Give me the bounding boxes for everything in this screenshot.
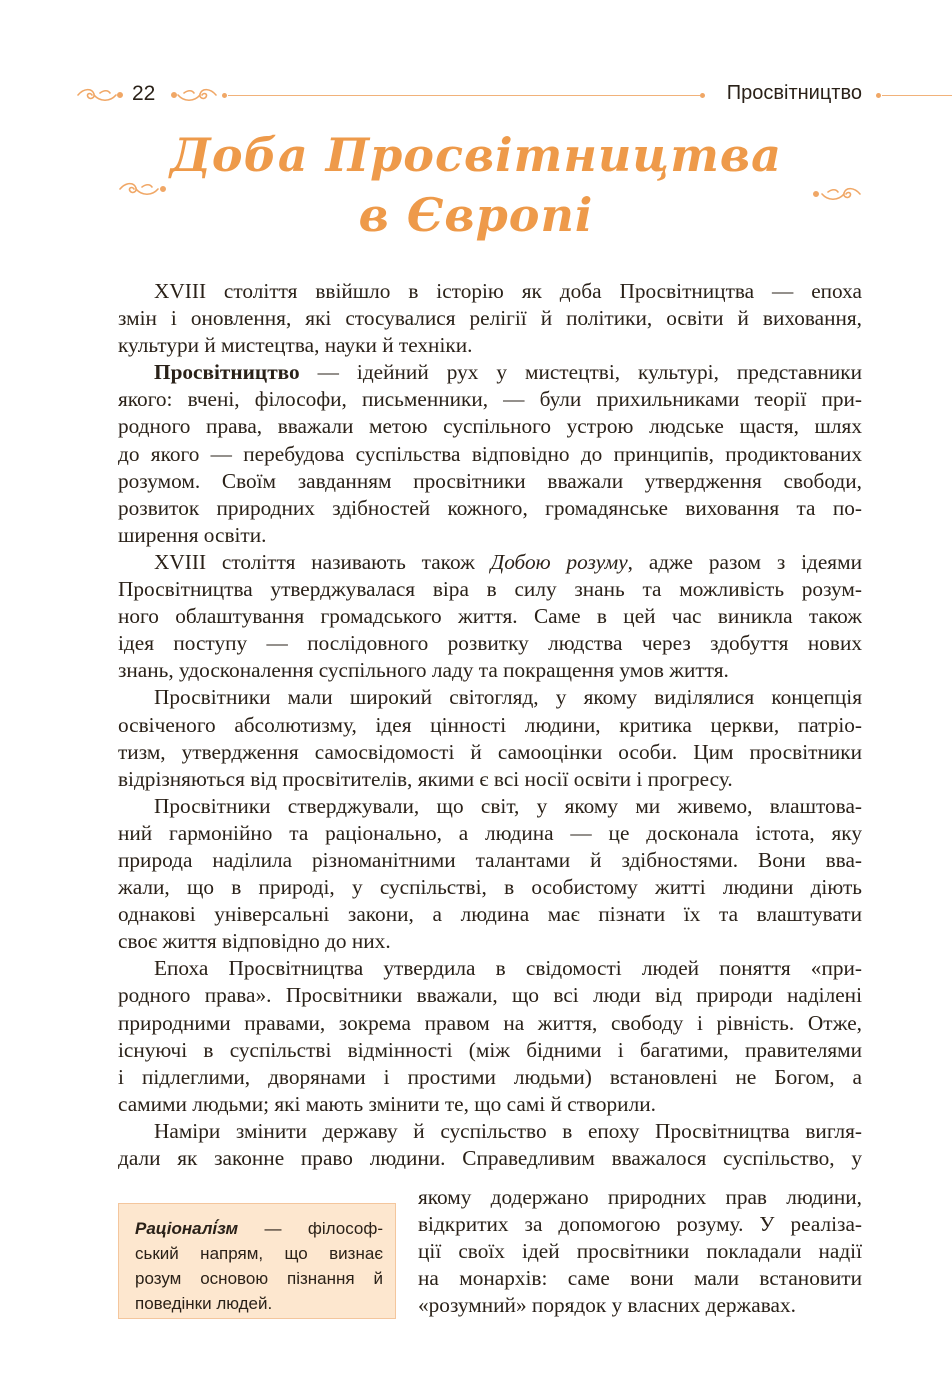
text-line: «розумний» порядок у власних державах. <box>418 1293 796 1318</box>
text-line: відкритих за допомогою розуму. У реаліза- <box>418 1212 862 1237</box>
text-line: розумом. Своїм завданням просвітники вважали утвердження свободи, <box>118 468 862 493</box>
text-line: тизм, утвердження самосвідомості й самооцінки особи. Цим просвітники <box>118 739 862 764</box>
rule-dot <box>700 93 705 98</box>
text-line: якому додержано природних прав людини, <box>418 1185 862 1209</box>
term-rationalism: Раціоналі́зм <box>135 1219 239 1238</box>
text-line: розвиток природних здібностей кожного, громадянське виховання та по- <box>118 495 862 520</box>
text-line: ідея поступу — послідовного розвитку людства через здобуття нових <box>118 631 862 656</box>
text-line: ного облаштування громадського життя. Саме в цей час виникла також <box>118 604 862 629</box>
text-line <box>118 359 862 386</box>
text-line: жали, що в природі, у суспільстві, в особистому житті людини діють <box>118 875 862 900</box>
text-line: однакові універсальні закони, а людина має пізнати їх та влаштувати <box>118 902 862 927</box>
paragraph-7 <box>118 1118 862 1172</box>
section-name: Просвітництво <box>726 82 862 104</box>
text-fragment: — філософ- <box>238 1219 383 1238</box>
paragraph-1 <box>118 278 862 359</box>
page-header <box>0 80 952 110</box>
text-line: Епоха Просвітництва утвердила в свідомості людей поняття «при- <box>154 956 862 981</box>
text-fragment: , адже разом з ідеями <box>627 549 862 574</box>
rule-dot <box>222 93 227 98</box>
text-line: Просвітники стверджували, що світ, у якому ми живемо, влаштова- <box>154 793 862 818</box>
main-text <box>118 278 862 1172</box>
text-line: на монархів: саме вони мали встановити <box>418 1266 862 1291</box>
text-line: природа наділила різноманітними талантами й здібностями. Вони вва- <box>118 847 862 872</box>
text-line: ції своїх ідей просвітники покладали надії <box>418 1239 862 1264</box>
text-line: і підлеглими, дворянами і простими людьми) встановлені не Богом, а <box>118 1064 862 1089</box>
left-flourish-icon <box>76 84 124 106</box>
title-line-1: Доба Просвітництва <box>170 128 782 182</box>
text-line: відрізняються від просвітителів, якими є всі носії освіти і прогресу. <box>118 766 733 791</box>
text-line: дали як законне право людини. Справедливим вважалося суспільство, у <box>118 1146 862 1170</box>
paragraph-5 <box>118 793 862 956</box>
text-line: ширення освіти. <box>118 522 267 547</box>
text-line: природними правами, зокрема правом на життя, свободу і рівність. Отже, <box>118 1010 862 1035</box>
term-enlightenment: Просвітництво <box>154 360 300 385</box>
text-line: освіченого абсолютизму, ідея цінності людини, критика церкви, патріо- <box>118 712 862 737</box>
definition-box <box>118 1203 396 1319</box>
text-fragment: XVIII століття називають також <box>154 549 491 574</box>
text-line: Просвітництва утверджувалася віра в силу знань та можливість розум- <box>118 577 862 602</box>
text-line: якого: вчені, філософи, письменники, — були прихильниками теорії при- <box>118 387 862 412</box>
sidebar-line <box>135 1216 383 1241</box>
paragraph-4 <box>118 684 862 792</box>
rule-dot <box>876 93 881 98</box>
text-line: знань, удосконалення суспільного ладу та покращення умов життя. <box>118 658 729 683</box>
paragraph-2 <box>118 359 862 549</box>
text-line: до якого — перебудова суспільства відповідно до принципів, продиктованих <box>118 441 862 466</box>
header-rule <box>228 95 700 96</box>
title-line-2: в Європі <box>358 188 594 242</box>
text-line: культури й мистецтва, науки й техніки. <box>118 333 473 358</box>
paragraph-7-continuation <box>418 1184 862 1319</box>
text-line: Наміри змінити державу й суспільство в епоху Просвітництва вигля- <box>154 1118 862 1143</box>
header-rule-right <box>882 95 952 96</box>
right-flourish-icon <box>170 84 218 106</box>
text-line: змін і оновлення, які стосувалися релігії й політики, освіти й виховання, <box>118 306 862 331</box>
page-number: 22 <box>132 82 156 105</box>
paragraph-3 <box>118 549 862 684</box>
text-line: своє життя відповідно до них. <box>118 929 391 954</box>
sidebar-line: ський напрям, що визнає <box>135 1244 383 1263</box>
text-line: Просвітники мали широкий світогляд, у якому виділялися концепція <box>154 685 862 710</box>
text-line: родного права, вважали метою суспільного устрою людське щастя, шлях <box>118 414 862 439</box>
text-line: XVIII століття ввійшло в історію як доба Просвітництва — епоха <box>154 279 862 303</box>
text-line <box>118 549 862 576</box>
text-fragment: — ідейний рух у мистецтві, культурі, представники <box>299 360 862 385</box>
text-line: ний гармонійно та раціонально, а людина — це досконала істота, яку <box>118 820 862 845</box>
paragraph-6 <box>118 955 862 1118</box>
sidebar-line: поведінки людей. <box>135 1294 273 1313</box>
sidebar-line: розум основою пізнання й <box>135 1269 383 1288</box>
text-line: існуючі в суспільстві відмінності (між бідними і багатими, правителями <box>118 1037 862 1062</box>
term-age-of-reason: Добою розуму <box>490 549 628 574</box>
text-line: самими людьми; які мають змінити те, що самі й створили. <box>118 1091 656 1116</box>
text-line: родного права». Просвітники вважали, що всі люди від природи наділені <box>118 983 862 1008</box>
page-title <box>0 125 952 245</box>
